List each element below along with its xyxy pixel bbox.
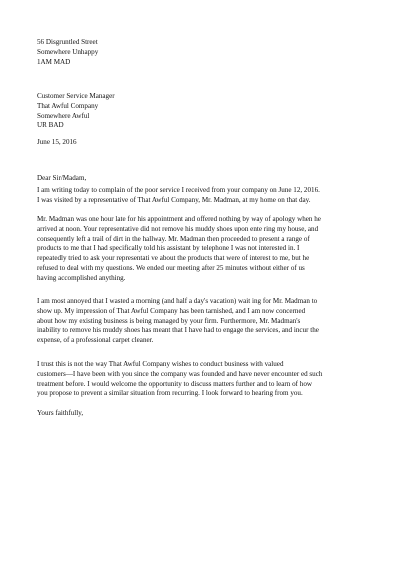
sender-address-line: Somewhere Unhappy [37,47,99,56]
salutation: Dear Sir/Madam, [37,174,87,182]
paragraph-line: I am most annoyed that I wasted a morning (and half a day's vacation) wait ing for Mr. Madman to [37,297,318,305]
recipient-address-line: Somewhere Awful [37,111,90,120]
letter-date: June 15, 2016 [37,138,77,146]
body-paragraph [37,186,372,206]
recipient-address [37,92,372,131]
sender-address-line: 56 Disgruntled Street [37,38,98,46]
paragraph-line: arrived at noon. Your representative did not remove his muddy shoes upon ente ring my house, and [37,224,319,233]
paragraph-line: I am writing today to complain of the poor service I received from your company on June 12, 2016. [37,186,320,194]
recipient-address-line: Customer Service Manager [37,92,115,100]
recipient-address-line: That Awful Company [37,101,99,110]
paragraph-line: Mr. Madman was one hour late for his appointment and offered nothing by way of apology when he [37,215,321,223]
paragraph-line: treatment before. I would welcome the opportunity to discuss matters further and to learn of how [37,379,313,388]
paragraph-line: show up. My impression of That Awful Company has been tarnished, and I am now concerned [37,306,306,315]
body-paragraph [37,297,372,346]
paragraph-line: you propose to prevent a similar situation from recurring. I look forward to hearing from you. [37,389,303,398]
paragraph-line: I was visited by a representative of That Awful Company, Mr. Madman, at my home on that day. [37,195,311,204]
recipient-address-line: UR BAD [37,121,64,130]
paragraph-line: I trust this is not the way That Awful Company wishes to conduct business with valued [37,360,284,368]
paragraph-line: repeatedly tried to ask your representati ve about the products that were of interest to me, but he [37,254,310,263]
paragraph-line: products to me that I had specifically told his assistant by telephone I was not interested in. I [37,244,300,253]
closing: Yours faithfully, [37,409,84,417]
paragraph-line: refused to deal with my questions. We ended our meeting after 25 minutes without either of us [37,263,305,272]
paragraph-line: inability to remove his muddy shoes has meant that I have had to engage the services, and incur the [37,326,319,335]
paragraph-line: about how my existing business is being managed by your firm. Furthermore, Mr. Madman's [37,316,301,325]
sender-address [37,38,372,67]
paragraph-line: consequently left a trail of dirt in the hallway. Mr. Madman then proceeded to present a range of [37,234,310,243]
body-paragraph [37,215,372,284]
paragraph-line: expense, of a professional carpet cleaner. [37,336,154,345]
paragraph-line: customers—I have been with you since the company was founded and have never encounter ed such [37,369,323,378]
paragraph-line: having accomplished anything. [37,273,126,282]
body-paragraph [37,360,372,399]
sender-address-line: 1AM MAD [37,57,71,66]
